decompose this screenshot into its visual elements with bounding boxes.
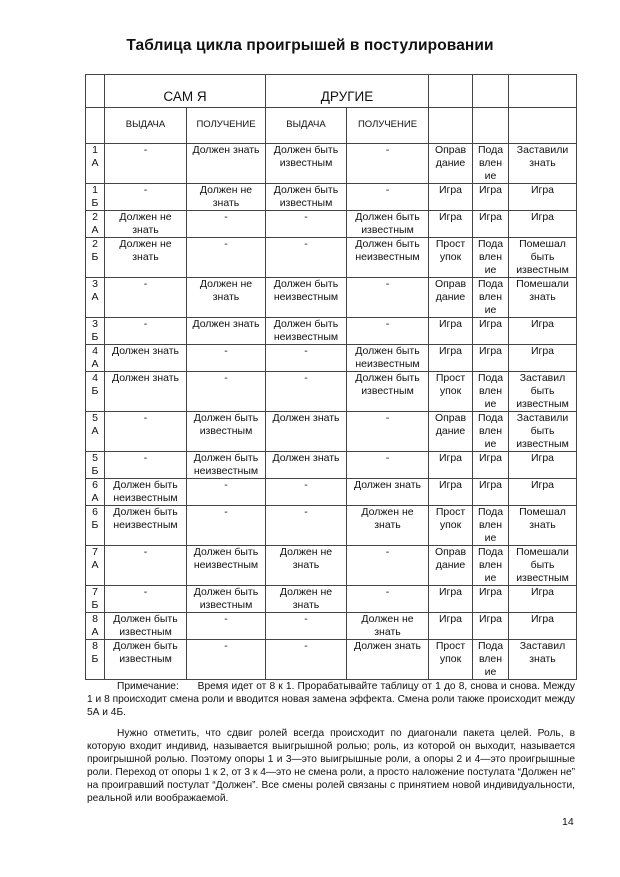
table-cell: Игра [429,452,473,479]
table-cell: Игра [509,452,577,479]
row-label [86,318,105,345]
table-cell: Помешали знать [509,278,577,318]
table-row [86,318,577,345]
table-cell: Должен знать [187,318,266,345]
row-suffix: А [91,290,99,303]
table-cell: Игра [473,211,509,238]
row-label [86,479,105,506]
row-suffix: Б [91,330,99,343]
table-cell: Должен не знать [105,238,187,278]
row-suffix: Б [91,384,99,397]
table-cell: Должен знать [266,452,347,479]
row-label [86,613,105,640]
table-cell: Игра [429,184,473,211]
row-suffix: Б [91,250,99,263]
table-cell: - [266,479,347,506]
row-number: 4 [92,345,98,357]
row-label [86,345,105,372]
table-cell: Пода влен ие [473,372,509,412]
table-cell: Должен быть неизвестным [347,345,429,372]
table-row [86,452,577,479]
table-cell: - [187,506,266,546]
table-cell: Должен быть известным [105,613,187,640]
row-number: 5 [92,412,98,424]
row-suffix: А [91,357,99,370]
table-cell: - [187,238,266,278]
table-cell: - [347,546,429,586]
row-label [86,506,105,546]
row-suffix: А [91,491,99,504]
table-cell: Должен не знать [347,506,429,546]
table-row [86,479,577,506]
table-row [86,640,577,680]
table-cell: Должен не знать [347,613,429,640]
table-cell: Пода влен ие [473,144,509,184]
table-cell: - [105,452,187,479]
table-cell: - [266,506,347,546]
empty-cell [429,108,473,144]
table-cell: Заставили быть известным [509,412,577,452]
table-cell: - [266,372,347,412]
table-cell: - [266,640,347,680]
row-suffix: А [91,625,99,638]
table-cell: Игра [429,318,473,345]
note-paragraph: Примечание: Время идет от 8 к 1. Прорабатывайте таблицу от 1 до 8, снова и снова. Между 1 и 8 происходит смена роли и вводится новая замена эффекта. Смена роли также происходит между 5А и 4Б. [87,681,578,718]
table-cell: Игра [509,586,577,613]
table-cell: Должен быть неизвестным [105,479,187,506]
table-cell: Прост упок [429,640,473,680]
table-cell: Помешал быть известным [509,238,577,278]
empty-cell [86,75,105,108]
table-cell: Должен знать [347,640,429,680]
table-cell: Должен знать [187,144,266,184]
table-cell: Игра [429,345,473,372]
table-cell: Должен знать [105,372,187,412]
table-cell: Игра [473,613,509,640]
table-row [86,506,577,546]
table-cell: Заставил знать [509,640,577,680]
page-title: Таблица цикла проигрышей в постулировании [126,37,494,54]
table-cell: - [347,278,429,318]
table-cell: Должен быть известным [347,211,429,238]
table-cell: Должен быть известным [187,586,266,613]
table-cell: Игра [509,479,577,506]
table-cell: Игра [429,479,473,506]
table-cell: - [187,479,266,506]
table-cell: Пода влен ие [473,546,509,586]
row-number: 7 [92,586,98,598]
table-cell: Пода влен ие [473,278,509,318]
table-cell: Должен быть неизвестным [266,318,347,345]
row-label [86,412,105,452]
table-cell: - [105,144,187,184]
row-number: 8 [92,640,98,652]
body-paragraph: Нужно отметить, что сдвиг ролей всегда происходит по диагонали пакета целей. Роль, в которую входит индивид, называется выигрышной ролью; роль, из которой он выходит, называется проигрышной ролью. Поэтому опоры 1 и 3—это выигрышные роли, а опоры 2 и 4—это проигрышные роли. Переход от опоры 1 к 2, от 3 к 4—это не смена роли, а просто наложение постулата “Должен не” на проигравший постулат “Должен”. Все смены ролей связаны с принятием новой индивидуальности, реальной или воображаемой. [87,728,575,804]
row-number: 6 [92,506,98,518]
row-number: 1 [92,184,98,196]
note-section [87,680,578,805]
empty-cell [473,108,509,144]
table-row [86,546,577,586]
table-cell: Игра [473,479,509,506]
table-cell: Должен быть известным [347,372,429,412]
table-row [86,278,577,318]
table-cell: Оправ дание [429,412,473,452]
table-cell: Оправ дание [429,546,473,586]
empty-cell [509,108,577,144]
row-label [86,238,105,278]
row-number: 1 [92,144,98,156]
sub-header-self-give: ВЫДАЧА [105,108,187,144]
table-row [86,412,577,452]
table-cell: - [347,318,429,345]
sub-header-row [86,108,577,144]
table-cell: Прост упок [429,372,473,412]
table-row [86,345,577,372]
row-number: 7 [92,546,98,558]
table-cell: Пода влен ие [473,238,509,278]
row-suffix: Б [91,196,99,209]
row-label [86,211,105,238]
table-cell: Должен быть известным [266,144,347,184]
row-suffix: А [91,558,99,571]
row-suffix: Б [91,598,99,611]
table-cell: - [347,144,429,184]
row-label [86,278,105,318]
table-cell: - [105,184,187,211]
group-header-row [86,75,577,108]
table-cell: Игра [429,211,473,238]
table-cell: Игра [509,318,577,345]
table-cell: - [105,412,187,452]
table-cell: Игра [473,586,509,613]
table-cell: Игра [509,184,577,211]
table-cell: Должен не знать [266,546,347,586]
row-suffix: Б [91,652,99,665]
table-cell: Пода влен ие [473,640,509,680]
table-cell: Должен быть неизвестным [266,278,347,318]
table-cell: Должен не знать [266,586,347,613]
group-header-self: САМ Я [105,75,266,108]
table-row [86,211,577,238]
row-number: 2 [92,211,98,223]
table-cell: Пода влен ие [473,506,509,546]
postulate-loss-cycle-table [85,74,577,680]
table-cell: Должен не знать [187,184,266,211]
table-cell: Прост упок [429,238,473,278]
table-cell: Игра [509,613,577,640]
table-cell: Игра [429,613,473,640]
row-number: 3 [92,318,98,330]
row-number: 4 [92,372,98,384]
table-row [86,586,577,613]
table-cell: - [105,278,187,318]
table-row [86,144,577,184]
row-suffix: Б [91,518,99,531]
row-suffix: А [91,223,99,236]
table-row [86,238,577,278]
table-cell: Помешал знать [509,506,577,546]
table-cell: - [105,546,187,586]
table-row [86,372,577,412]
table-cell: - [347,586,429,613]
table-cell: Должен быть известным [187,412,266,452]
table-cell: Игра [473,452,509,479]
table-row [86,184,577,211]
table-cell: Должен быть известным [266,184,347,211]
row-number: 2 [92,238,98,250]
row-label [86,546,105,586]
row-suffix: А [91,156,99,169]
sub-header-others-give: ВЫДАЧА [266,108,347,144]
table-cell: - [266,613,347,640]
table-cell: Должен быть неизвестным [105,506,187,546]
table-cell: Оправ дание [429,278,473,318]
table-cell: - [347,184,429,211]
table-cell: Игра [473,184,509,211]
row-number: 6 [92,479,98,491]
table-cell: - [347,412,429,452]
row-number: 3 [92,278,98,290]
empty-cell [509,75,577,108]
table-cell: Должен быть известным [105,640,187,680]
sub-header-others-receive: ПОЛУЧЕНИЕ [347,108,429,144]
row-suffix: Б [91,464,99,477]
table-cell: Игра [429,586,473,613]
empty-cell [86,108,105,144]
row-number: 8 [92,613,98,625]
table-cell: Игра [473,345,509,372]
page-number: 14 [562,816,574,828]
empty-cell [473,75,509,108]
table-cell: Должен не знать [187,278,266,318]
table-cell: Заставил быть известным [509,372,577,412]
row-label [86,640,105,680]
row-label [86,452,105,479]
table-cell: Игра [509,211,577,238]
table-cell: - [266,238,347,278]
table-row [86,613,577,640]
table-cell: - [187,640,266,680]
row-suffix: А [91,424,99,437]
table-cell: Помешали быть известным [509,546,577,586]
table-cell: - [266,345,347,372]
sub-header-self-receive: ПОЛУЧЕНИЕ [187,108,266,144]
table-cell: - [105,318,187,345]
table-cell: Игра [473,318,509,345]
table-cell: Заставили знать [509,144,577,184]
table-cell: Пода влен ие [473,412,509,452]
row-label [86,144,105,184]
row-label [86,372,105,412]
table-cell: Оправ дание [429,144,473,184]
empty-cell [429,75,473,108]
table-cell: Должен быть неизвестным [347,238,429,278]
row-number: 5 [92,452,98,464]
table-cell: - [266,211,347,238]
table-cell: Должен знать [266,412,347,452]
table-cell: - [187,372,266,412]
table-cell: - [187,345,266,372]
table-cell: Игра [509,345,577,372]
table-cell: Должен не знать [105,211,187,238]
table-cell: Прост упок [429,506,473,546]
table-cell: Должен быть неизвестным [187,546,266,586]
row-label [86,184,105,211]
group-header-others: ДРУГИЕ [266,75,429,108]
table-cell: Должен знать [347,479,429,506]
table-cell: - [187,211,266,238]
table-cell: Должен знать [105,345,187,372]
table-cell: Должен быть неизвестным [187,452,266,479]
table-cell: - [347,452,429,479]
table-cell: - [105,586,187,613]
table-cell: - [187,613,266,640]
row-label [86,586,105,613]
